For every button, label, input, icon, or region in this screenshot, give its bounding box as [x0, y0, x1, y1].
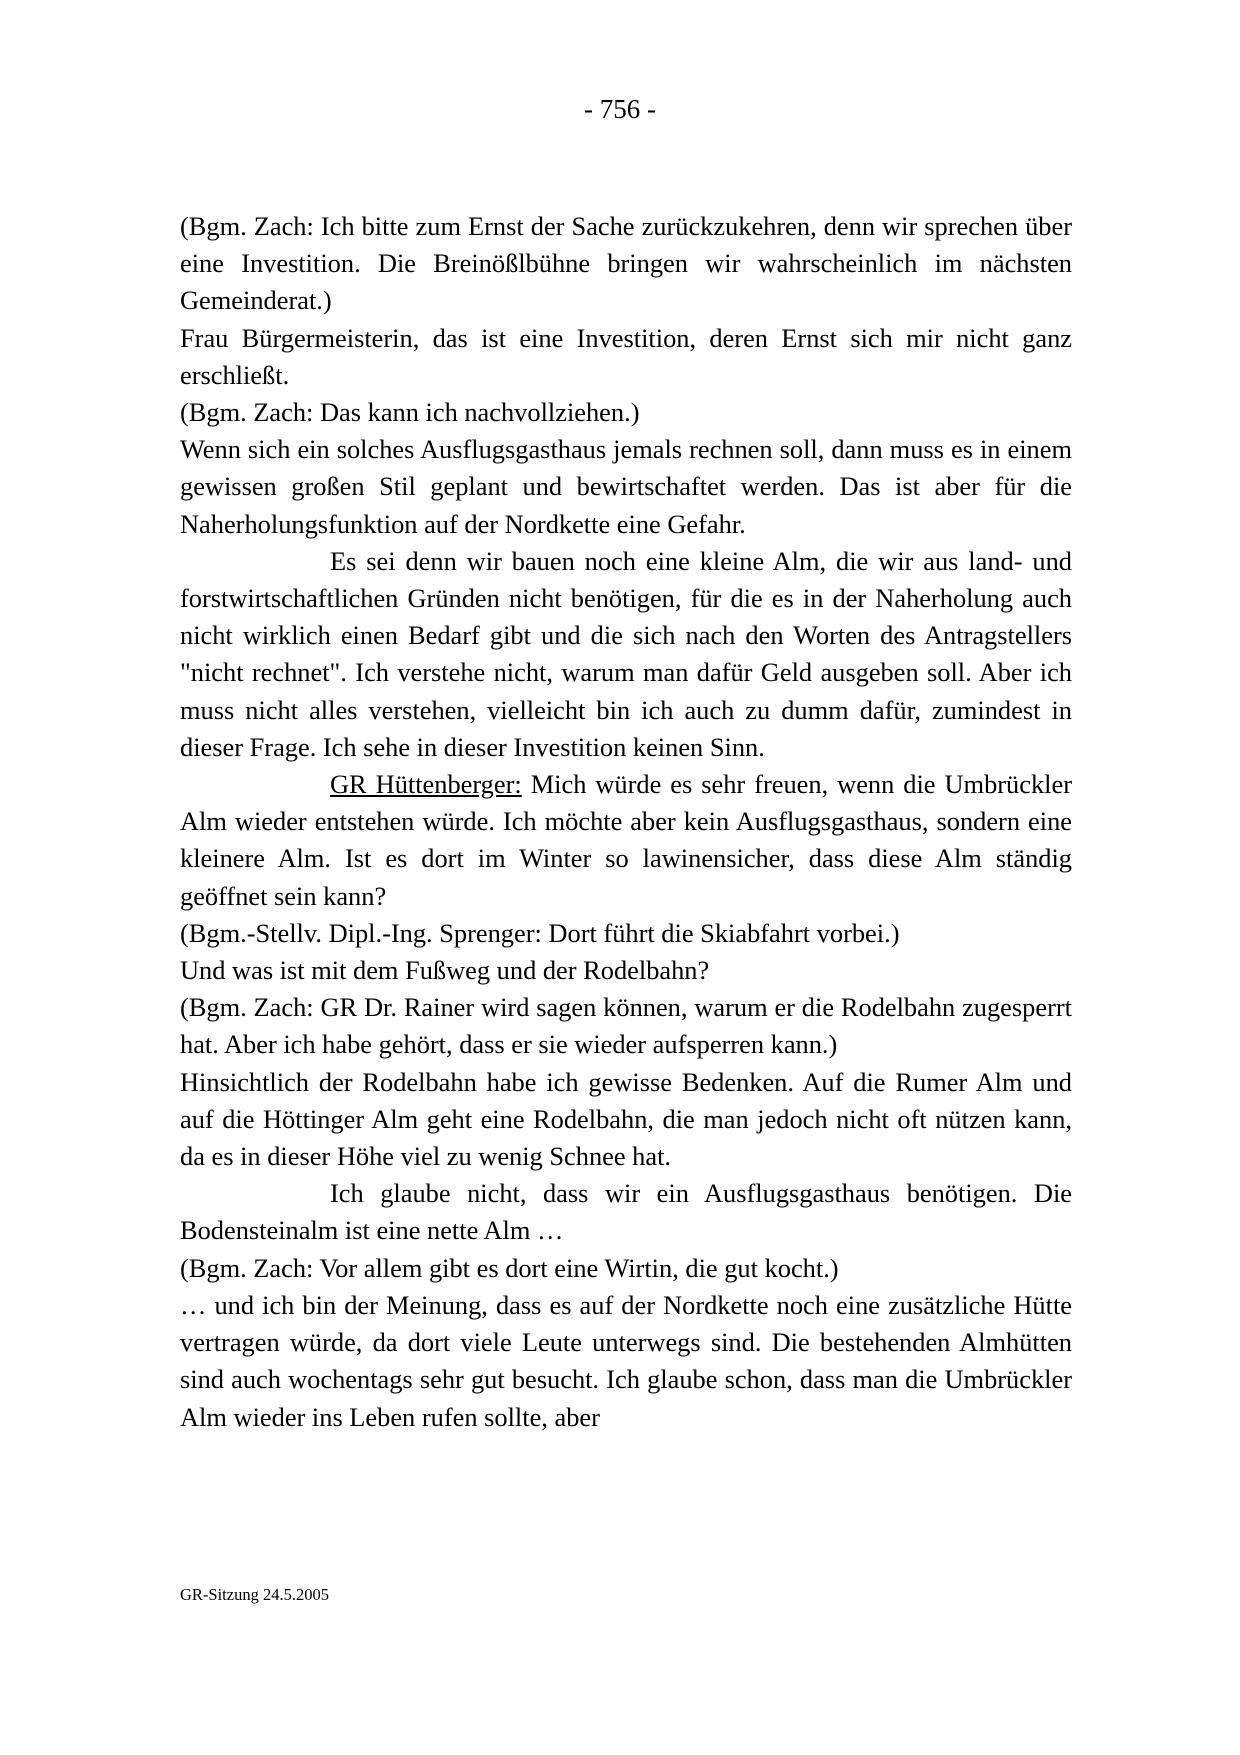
footer-session-date: GR-Sitzung 24.5.2005: [180, 1585, 329, 1604]
paragraph-indented: Ich glaube nicht, dass wir ein Ausflugsgasthaus benötigen. Die Bodensteinalm ist eine nette Alm …: [180, 1178, 1072, 1246]
paragraph-indented: Es sei denn wir bauen noch eine kleine Alm, die wir aus land- und forstwirtschaftlichen Gründen nicht benötigen, für die es in der Naherholung auch nicht wirklich einen Bedarf gibt und die sich nach den Worten des Antragstellers "nicht rechnet". Ich verstehe nicht, warum man dafür Geld ausgeben soll. Aber ich muss nicht alles verstehen, vielleicht bin ich auch zu dumm dafür, zumindest in dieser Frage. Ich sehe in dieser Investition keinen Sinn.: [180, 545, 1072, 762]
speaker-statement: Mich würde es sehr freuen, wenn die Umbrückler Alm wieder entstehen würde. Ich möchte aber kein Ausflugsgasthaus, sondern eine kleinere Alm. Ist es dort im Winter so lawinensicher, dass diese Alm ständig geöffnet sein kann?: [180, 769, 1072, 911]
paragraph: Und was ist mit dem Fußweg und der Rodelbahn?: [180, 955, 710, 986]
paragraph: Hinsichtlich der Rodelbahn habe ich gewisse Bedenken. Auf die Rumer Alm und auf die Höttinger Alm geht eine Rodelbahn, die man jedoch nicht oft nützen kann, da es in dieser Höhe viel zu wenig Schnee hat.: [180, 1066, 1072, 1172]
paragraph: Wenn sich ein solches Ausflugsgasthaus jemals rechnen soll, dann muss es in einem gewissen großen Stil geplant und bewirtschaftet werden. Das ist aber für die Naherholungsfunktion auf der Nordkette eine Gefahr.: [180, 434, 1072, 539]
speaker-name: GR Hüttenberger:: [330, 769, 522, 800]
page-number: - 756 -: [584, 94, 656, 124]
document-body: [180, 208, 1072, 1436]
paragraph-interjection: (Bgm. Zach: Das kann ich nachvollziehen.): [180, 397, 640, 428]
paragraph-interjection: (Bgm.-Stellv. Dipl.-Ing. Sprenger: Dort führt die Skiabfahrt vorbei.): [180, 917, 900, 948]
paragraph-interjection: (Bgm. Zach: GR Dr. Rainer wird sagen können, warum er die Rodelbahn zugesperrt hat. Aber ich habe gehört, dass er sie wieder aufsperren kann.): [180, 992, 1072, 1060]
paragraph-interjection: (Bgm. Zach: Ich bitte zum Ernst der Sache zurückzukehren, denn wir sprechen über eine Investition. Die Breinößlbühne bringen wir wahrscheinlich im nächsten Gemeinderat.): [180, 211, 1072, 316]
paragraph: … und ich bin der Meinung, dass es auf der Nordkette noch eine zusätzliche Hütte vertragen würde, da dort viele Leute unterwegs sind. Die bestehenden Almhütten sind auch wochentags sehr gut besucht. Ich glaube schon, dass man die Umbrückler Alm wieder ins Leben rufen sollte, aber: [180, 1289, 1072, 1432]
paragraph: Frau Bürgermeisterin, das ist eine Investition, deren Ernst sich mir nicht ganz erschließt.: [180, 322, 1072, 390]
paragraph-speaker: [180, 766, 1072, 915]
paragraph-interjection: (Bgm. Zach: Vor allem gibt es dort eine Wirtin, die gut kocht.): [180, 1252, 839, 1283]
